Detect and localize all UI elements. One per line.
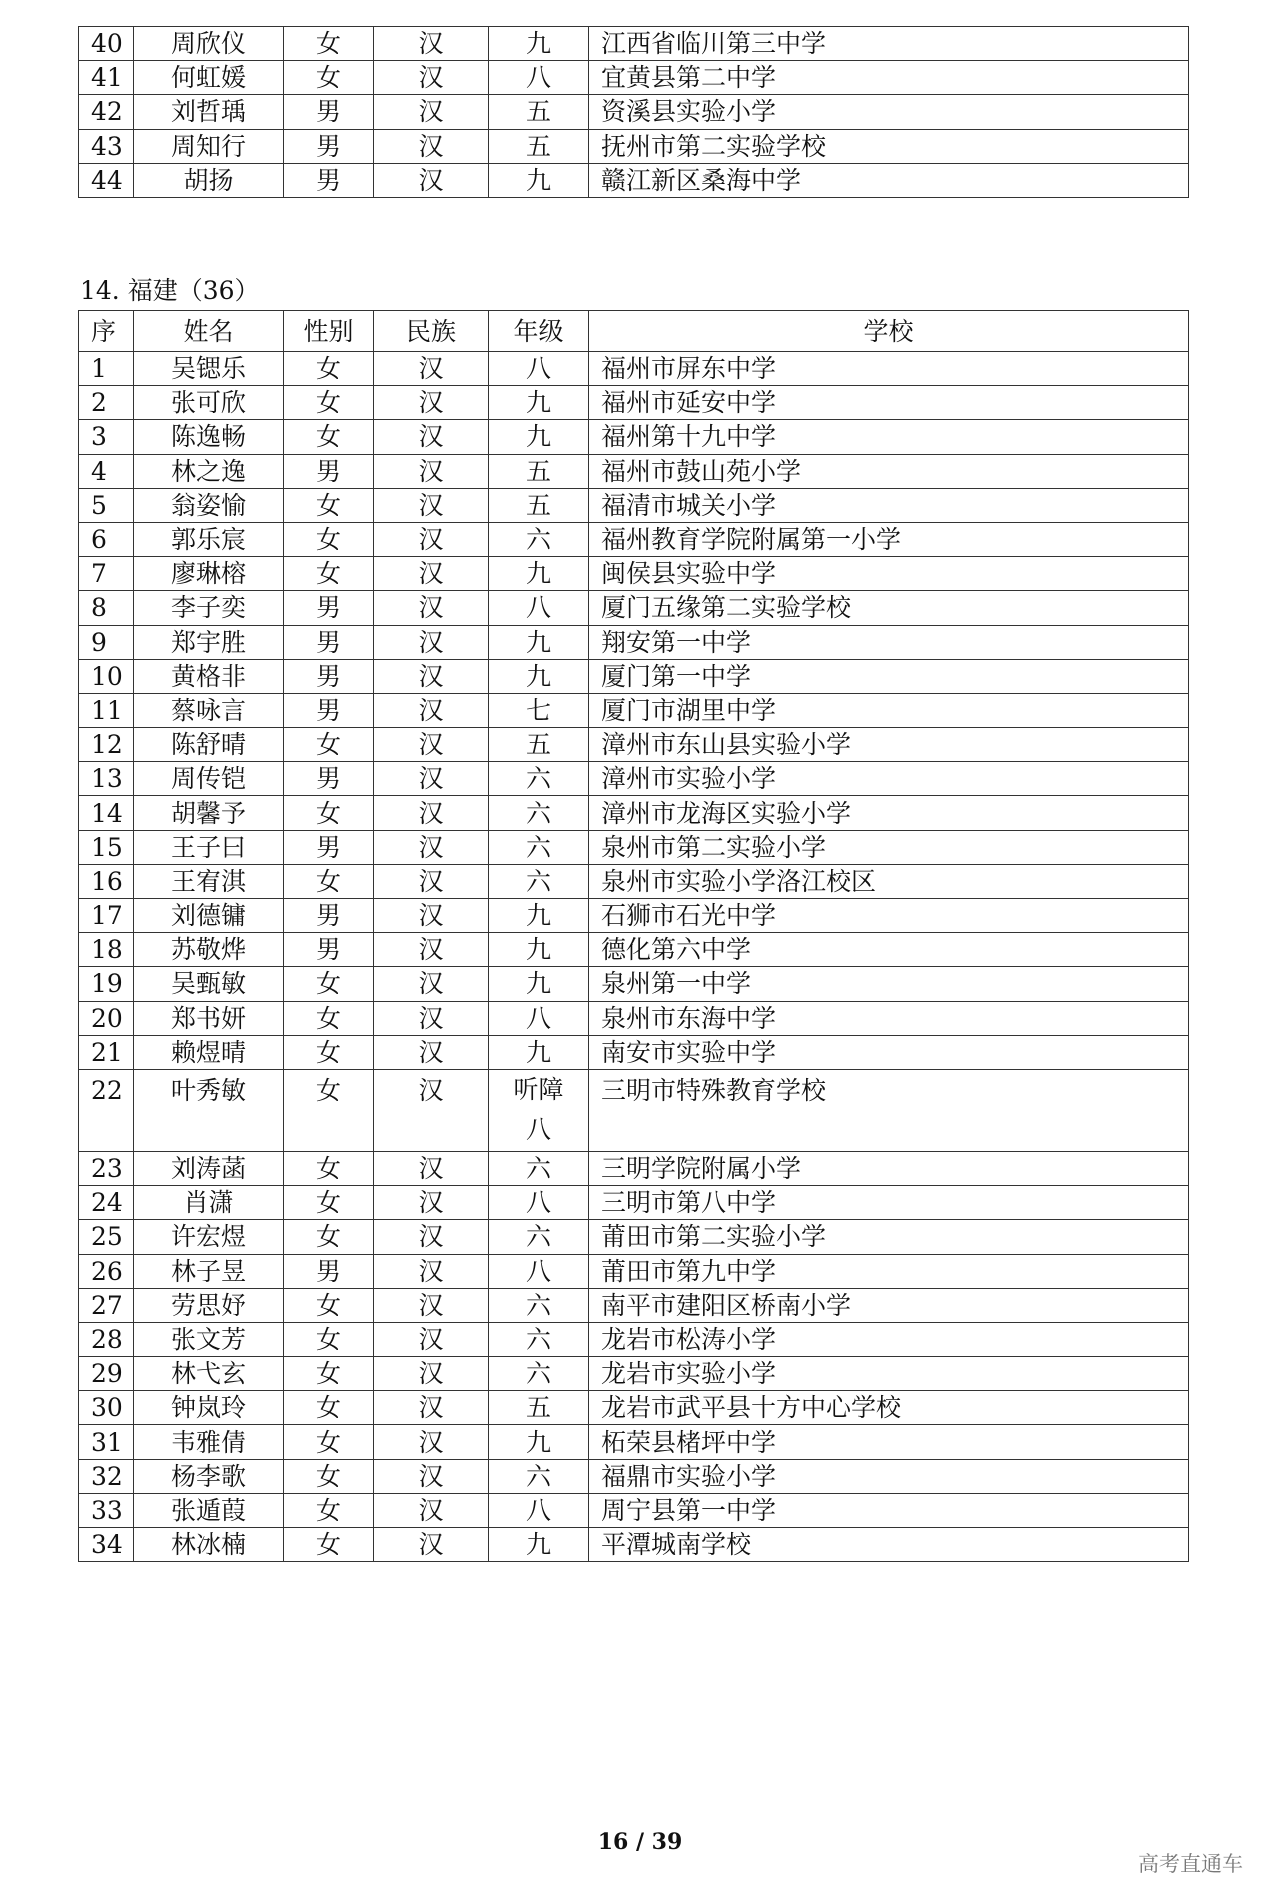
student-grade: 五: [489, 95, 589, 129]
student-gender: 女: [284, 1391, 374, 1425]
student-name: 周传铠: [134, 762, 284, 796]
student-gender: 男: [284, 933, 374, 967]
student-gender: 女: [284, 728, 374, 762]
row-number: 19: [79, 967, 134, 1001]
student-school: 莆田市第九中学: [589, 1254, 1189, 1288]
student-grade: 六: [489, 762, 589, 796]
student-grade: 五: [489, 488, 589, 522]
student-gender: 男: [284, 163, 374, 197]
student-grade: 八: [489, 352, 589, 386]
row-number: 31: [79, 1425, 134, 1459]
student-name: 何虹媛: [134, 61, 284, 95]
student-gender: 男: [284, 1254, 374, 1288]
table-row: [79, 1391, 1189, 1425]
student-school: 德化第六中学: [589, 933, 1189, 967]
row-number: 24: [79, 1186, 134, 1220]
student-grade: 七: [489, 693, 589, 727]
student-grade: 九: [489, 386, 589, 420]
student-grade: 五: [489, 129, 589, 163]
student-ethnicity: 汉: [374, 1288, 489, 1322]
table-row: [79, 1151, 1189, 1185]
student-gender: 女: [284, 1186, 374, 1220]
table-row: [79, 1425, 1189, 1459]
row-number: 40: [79, 27, 134, 61]
student-grade: 六: [489, 830, 589, 864]
student-gender: 女: [284, 488, 374, 522]
table-row: [79, 762, 1189, 796]
student-grade: 九: [489, 933, 589, 967]
student-name: 许宏煜: [134, 1220, 284, 1254]
student-ethnicity: 汉: [374, 728, 489, 762]
header-school: 学校: [589, 311, 1189, 352]
student-gender: 男: [284, 830, 374, 864]
student-school: 南平市建阳区桥南小学: [589, 1288, 1189, 1322]
header-ethnicity: 民族: [374, 311, 489, 352]
row-number: 10: [79, 659, 134, 693]
student-school: 福州市屏东中学: [589, 352, 1189, 386]
student-name: 陈舒晴: [134, 728, 284, 762]
student-name: 吴甄敏: [134, 967, 284, 1001]
table-row: [79, 864, 1189, 898]
table-row: [79, 830, 1189, 864]
header-name: 姓名: [134, 311, 284, 352]
table-header-row: [79, 311, 1189, 352]
table-row: [79, 129, 1189, 163]
student-ethnicity: 汉: [374, 1220, 489, 1254]
table-row: [79, 95, 1189, 129]
row-number: 8: [79, 591, 134, 625]
student-grade: 九: [489, 420, 589, 454]
row-number: 20: [79, 1001, 134, 1035]
row-number: 16: [79, 864, 134, 898]
student-name: 黄格非: [134, 659, 284, 693]
student-name: 林弋玄: [134, 1357, 284, 1391]
student-gender: 女: [284, 352, 374, 386]
student-school: 宜黄县第二中学: [589, 61, 1189, 95]
student-name: 周知行: [134, 129, 284, 163]
table-row: [79, 659, 1189, 693]
student-school: 福州市鼓山苑小学: [589, 454, 1189, 488]
student-gender: 女: [284, 1288, 374, 1322]
student-ethnicity: 汉: [374, 899, 489, 933]
row-number: 25: [79, 1220, 134, 1254]
student-school: 福州市延安中学: [589, 386, 1189, 420]
row-number: 9: [79, 625, 134, 659]
fujian-student-table: [78, 310, 1189, 1562]
student-ethnicity: 汉: [374, 659, 489, 693]
table-row: [79, 591, 1189, 625]
student-name: 韦雅倩: [134, 1425, 284, 1459]
student-gender: 男: [284, 659, 374, 693]
student-ethnicity: 汉: [374, 1035, 489, 1069]
student-ethnicity: 汉: [374, 864, 489, 898]
student-school: 泉州市第二实验小学: [589, 830, 1189, 864]
row-number: 4: [79, 454, 134, 488]
row-number: 14: [79, 796, 134, 830]
student-ethnicity: 汉: [374, 386, 489, 420]
row-number: 34: [79, 1528, 134, 1562]
row-number: 26: [79, 1254, 134, 1288]
student-school: 福州第十九中学: [589, 420, 1189, 454]
student-ethnicity: 汉: [374, 27, 489, 61]
row-number: 7: [79, 557, 134, 591]
student-name: 李子奕: [134, 591, 284, 625]
row-number: 23: [79, 1151, 134, 1185]
student-name: 林冰楠: [134, 1528, 284, 1562]
student-gender: 女: [284, 1493, 374, 1527]
student-school: 南安市实验中学: [589, 1035, 1189, 1069]
student-ethnicity: 汉: [374, 830, 489, 864]
student-gender: 女: [284, 1069, 374, 1151]
student-name: 王宥淇: [134, 864, 284, 898]
student-grade: 六: [489, 1151, 589, 1185]
table-row: [79, 625, 1189, 659]
student-name: 赖煜晴: [134, 1035, 284, 1069]
student-school: 龙岩市实验小学: [589, 1357, 1189, 1391]
row-number: 27: [79, 1288, 134, 1322]
student-ethnicity: 汉: [374, 488, 489, 522]
student-gender: 男: [284, 95, 374, 129]
student-grade: 五: [489, 728, 589, 762]
row-number: 17: [79, 899, 134, 933]
table-row: [79, 1035, 1189, 1069]
student-grade: 九: [489, 899, 589, 933]
student-school: 龙岩市松涛小学: [589, 1322, 1189, 1356]
row-number: 32: [79, 1459, 134, 1493]
student-school: 莆田市第二实验小学: [589, 1220, 1189, 1254]
table-row: [79, 352, 1189, 386]
table-row: [79, 420, 1189, 454]
student-ethnicity: 汉: [374, 557, 489, 591]
student-grade: 五: [489, 1391, 589, 1425]
student-name: 刘德镛: [134, 899, 284, 933]
student-name: 杨李歌: [134, 1459, 284, 1493]
student-grade: 九: [489, 163, 589, 197]
student-gender: 女: [284, 522, 374, 556]
student-school: 三明市特殊教育学校: [589, 1069, 1189, 1151]
student-gender: 女: [284, 420, 374, 454]
row-number: 21: [79, 1035, 134, 1069]
header-no: 序: [79, 311, 134, 352]
student-name: 劳思妤: [134, 1288, 284, 1322]
student-gender: 女: [284, 1528, 374, 1562]
table-row: [79, 522, 1189, 556]
student-grade: 八: [489, 1186, 589, 1220]
student-gender: 男: [284, 693, 374, 727]
student-ethnicity: 汉: [374, 591, 489, 625]
student-grade: 九: [489, 659, 589, 693]
student-ethnicity: 汉: [374, 762, 489, 796]
student-school: 漳州市龙海区实验小学: [589, 796, 1189, 830]
student-name: 郑宇胜: [134, 625, 284, 659]
student-school: 抚州市第二实验学校: [589, 129, 1189, 163]
student-grade: 九: [489, 27, 589, 61]
student-grade: 八: [489, 61, 589, 95]
student-grade: 九: [489, 1425, 589, 1459]
row-number: 28: [79, 1322, 134, 1356]
table-row: [79, 967, 1189, 1001]
student-school: 福州教育学院附属第一小学: [589, 522, 1189, 556]
table-row: [79, 61, 1189, 95]
student-gender: 女: [284, 1035, 374, 1069]
table-row: [79, 1493, 1189, 1527]
student-name: 钟岚玲: [134, 1391, 284, 1425]
student-name: 陈逸畅: [134, 420, 284, 454]
student-grade: 八: [489, 1001, 589, 1035]
student-school: 龙岩市武平县十方中心学校: [589, 1391, 1189, 1425]
row-number: 15: [79, 830, 134, 864]
grade-line: 听障: [513, 1074, 564, 1104]
student-ethnicity: 汉: [374, 693, 489, 727]
student-ethnicity: 汉: [374, 352, 489, 386]
student-gender: 女: [284, 1425, 374, 1459]
student-ethnicity: 汉: [374, 61, 489, 95]
student-school: 石狮市石光中学: [589, 899, 1189, 933]
student-name: 刘涛菡: [134, 1151, 284, 1185]
student-gender: 男: [284, 591, 374, 625]
table-row: [79, 796, 1189, 830]
row-number: 13: [79, 762, 134, 796]
student-name: 胡扬: [134, 163, 284, 197]
student-ethnicity: 汉: [374, 796, 489, 830]
table-row: [79, 933, 1189, 967]
table-row: [79, 728, 1189, 762]
student-ethnicity: 汉: [374, 95, 489, 129]
student-school: 泉州市东海中学: [589, 1001, 1189, 1035]
student-name: 林子昱: [134, 1254, 284, 1288]
student-gender: 女: [284, 864, 374, 898]
header-gender: 性别: [284, 311, 374, 352]
student-ethnicity: 汉: [374, 1151, 489, 1185]
student-gender: 女: [284, 1151, 374, 1185]
student-name: 苏敬烨: [134, 933, 284, 967]
page-number: 16 / 39: [597, 1829, 683, 1855]
row-number: 42: [79, 95, 134, 129]
student-ethnicity: 汉: [374, 1425, 489, 1459]
row-number: 43: [79, 129, 134, 163]
student-name: 张文芳: [134, 1322, 284, 1356]
student-grade: 九: [489, 625, 589, 659]
student-school: 厦门市湖里中学: [589, 693, 1189, 727]
table-row: [79, 1254, 1189, 1288]
student-grade: 六: [489, 522, 589, 556]
student-ethnicity: 汉: [374, 163, 489, 197]
student-name: 郑书妍: [134, 1001, 284, 1035]
student-ethnicity: 汉: [374, 1254, 489, 1288]
student-gender: 女: [284, 1220, 374, 1254]
student-gender: 女: [284, 61, 374, 95]
student-ethnicity: 汉: [374, 1528, 489, 1562]
table-row: [79, 1322, 1189, 1356]
student-ethnicity: 汉: [374, 129, 489, 163]
student-ethnicity: 汉: [374, 1069, 489, 1151]
student-name: 张遁葭: [134, 1493, 284, 1527]
student-school: 三明市第八中学: [589, 1186, 1189, 1220]
student-name: 叶秀敏: [134, 1069, 284, 1151]
row-number: 6: [79, 522, 134, 556]
grade-line: 八: [525, 1114, 551, 1144]
continued-student-table: [78, 26, 1189, 198]
table-row: [79, 1220, 1189, 1254]
table-row: [79, 454, 1189, 488]
row-number: 3: [79, 420, 134, 454]
table-row: [79, 1001, 1189, 1035]
student-school: 赣江新区桑海中学: [589, 163, 1189, 197]
table-row: [79, 1069, 1189, 1151]
table-row: [79, 1186, 1189, 1220]
row-number: 2: [79, 386, 134, 420]
student-name: 郭乐宸: [134, 522, 284, 556]
row-number: 30: [79, 1391, 134, 1425]
student-gender: 女: [284, 1459, 374, 1493]
table-row: [79, 27, 1189, 61]
student-ethnicity: 汉: [374, 1493, 489, 1527]
table-row: [79, 693, 1189, 727]
row-number: 18: [79, 933, 134, 967]
table-row: [79, 1528, 1189, 1562]
student-school: 泉州市实验小学洛江校区: [589, 864, 1189, 898]
student-ethnicity: 汉: [374, 1322, 489, 1356]
student-ethnicity: 汉: [374, 522, 489, 556]
student-name: 王子曰: [134, 830, 284, 864]
student-name: 廖琳榕: [134, 557, 284, 591]
student-school: 翔安第一中学: [589, 625, 1189, 659]
header-grade: 年级: [489, 311, 589, 352]
section-title-fujian: 14. 福建（36）: [80, 276, 260, 305]
student-grade: 六: [489, 1220, 589, 1254]
row-number: 1: [79, 352, 134, 386]
row-number: 44: [79, 163, 134, 197]
student-grade: 九: [489, 1035, 589, 1069]
student-school: 平潭城南学校: [589, 1528, 1189, 1562]
row-number: 12: [79, 728, 134, 762]
student-grade: 六: [489, 796, 589, 830]
student-grade: 九: [489, 1528, 589, 1562]
watermark: 高考直通车: [1138, 1852, 1243, 1876]
row-number: 41: [79, 61, 134, 95]
student-ethnicity: 汉: [374, 1459, 489, 1493]
student-grade: 六: [489, 1288, 589, 1322]
student-ethnicity: 汉: [374, 454, 489, 488]
student-school: 福清市城关小学: [589, 488, 1189, 522]
student-school: 厦门第一中学: [589, 659, 1189, 693]
student-name: 周欣仪: [134, 27, 284, 61]
student-gender: 男: [284, 899, 374, 933]
student-ethnicity: 汉: [374, 967, 489, 1001]
student-school: 厦门五缘第二实验学校: [589, 591, 1189, 625]
row-number: 22: [79, 1069, 134, 1151]
student-school: 福鼎市实验小学: [589, 1459, 1189, 1493]
student-name: 胡馨予: [134, 796, 284, 830]
student-name: 肖潇: [134, 1186, 284, 1220]
student-gender: 女: [284, 1001, 374, 1035]
student-ethnicity: 汉: [374, 933, 489, 967]
student-name: 刘哲瑀: [134, 95, 284, 129]
table-row: [79, 163, 1189, 197]
student-gender: 女: [284, 1322, 374, 1356]
student-grade: 六: [489, 864, 589, 898]
student-school: 周宁县第一中学: [589, 1493, 1189, 1527]
student-name: 张可欣: [134, 386, 284, 420]
student-gender: 男: [284, 625, 374, 659]
student-grade: 九: [489, 557, 589, 591]
table-row: [79, 1288, 1189, 1322]
table-row: [79, 1357, 1189, 1391]
student-grade: [489, 1069, 589, 1151]
student-gender: 男: [284, 454, 374, 488]
student-gender: 女: [284, 557, 374, 591]
student-gender: 女: [284, 386, 374, 420]
student-school: 三明学院附属小学: [589, 1151, 1189, 1185]
student-gender: 男: [284, 129, 374, 163]
student-gender: 女: [284, 967, 374, 1001]
student-ethnicity: 汉: [374, 625, 489, 659]
row-number: 11: [79, 693, 134, 727]
student-grade: 五: [489, 454, 589, 488]
table-row: [79, 488, 1189, 522]
student-gender: 女: [284, 1357, 374, 1391]
student-school: 柘荣县楮坪中学: [589, 1425, 1189, 1459]
student-grade: 八: [489, 1493, 589, 1527]
student-gender: 女: [284, 796, 374, 830]
row-number: 33: [79, 1493, 134, 1527]
student-ethnicity: 汉: [374, 1357, 489, 1391]
student-ethnicity: 汉: [374, 1001, 489, 1035]
row-number: 5: [79, 488, 134, 522]
student-name: 吴锶乐: [134, 352, 284, 386]
student-name: 林之逸: [134, 454, 284, 488]
table-row: [79, 1459, 1189, 1493]
student-school: 闽侯县实验中学: [589, 557, 1189, 591]
student-ethnicity: 汉: [374, 1391, 489, 1425]
student-school: 江西省临川第三中学: [589, 27, 1189, 61]
student-school: 资溪县实验小学: [589, 95, 1189, 129]
table-row: [79, 386, 1189, 420]
student-grade: 六: [489, 1459, 589, 1493]
student-grade: 八: [489, 591, 589, 625]
student-gender: 男: [284, 762, 374, 796]
student-school: 泉州第一中学: [589, 967, 1189, 1001]
table-row: [79, 899, 1189, 933]
student-gender: 女: [284, 27, 374, 61]
student-grade: 六: [489, 1322, 589, 1356]
student-ethnicity: 汉: [374, 1186, 489, 1220]
row-number: 29: [79, 1357, 134, 1391]
student-school: 漳州市东山县实验小学: [589, 728, 1189, 762]
student-name: 蔡咏言: [134, 693, 284, 727]
student-ethnicity: 汉: [374, 420, 489, 454]
student-name: 翁姿愉: [134, 488, 284, 522]
student-grade: 六: [489, 1357, 589, 1391]
student-grade: 九: [489, 967, 589, 1001]
student-grade: 八: [489, 1254, 589, 1288]
student-school: 漳州市实验小学: [589, 762, 1189, 796]
table-row: [79, 557, 1189, 591]
